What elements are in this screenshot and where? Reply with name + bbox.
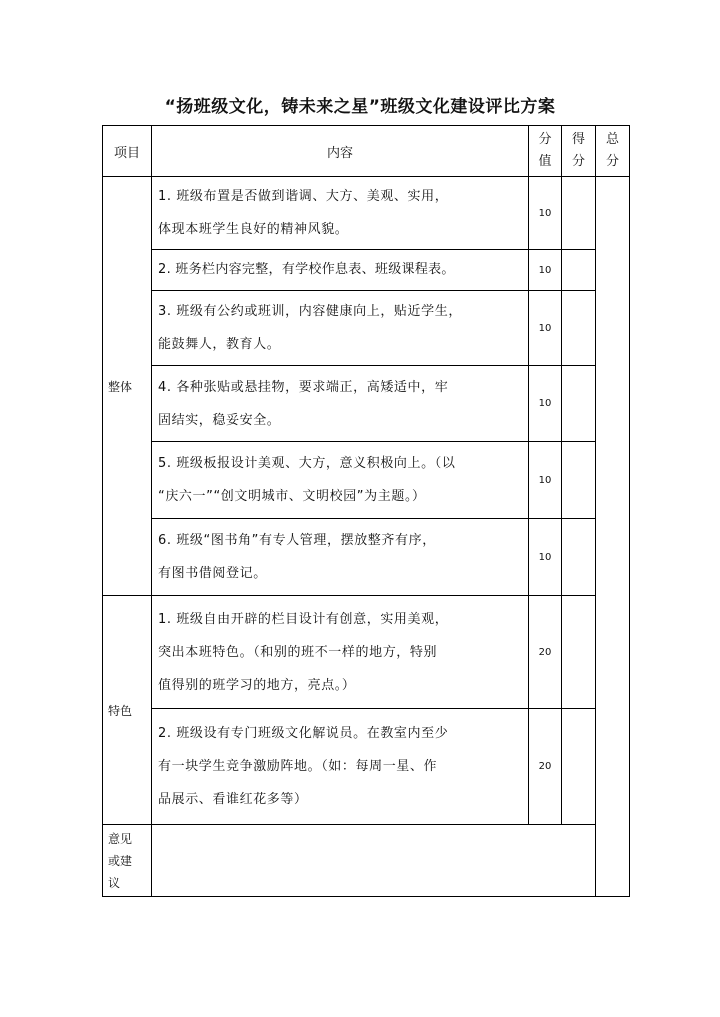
header-content: 内容 (152, 126, 529, 177)
table-row (103, 366, 630, 442)
page-title: “扬班级文化，铸未来之星”班级文化建设评比方案 (164, 97, 556, 117)
content-line: 能鼓舞人，教育人。 (158, 337, 281, 352)
category-opinion (103, 825, 152, 897)
header-item: 项目 (103, 126, 152, 177)
content-line: 有一块学生竞争激励阵地。（如：每周一星、作 (158, 759, 438, 774)
opinion-label-line: 议 (108, 875, 121, 890)
opinion-label-line: 意见 (108, 831, 133, 846)
header-total (596, 126, 630, 177)
row-content (152, 177, 529, 250)
table-row (103, 291, 630, 366)
content-line: “庆六一”“创文明城市、文明校园”为主题。） (158, 489, 426, 504)
content-line: 2. 班务栏内容完整，有学校作息表、班级课程表。 (158, 262, 455, 277)
category-overall: 整体 (103, 177, 152, 596)
header-total-top: 总 (605, 132, 619, 147)
row-content (152, 291, 529, 366)
row-content (152, 519, 529, 596)
content-line: 1. 班级布置是否做到谐调、大方、美观、实用， (158, 189, 449, 204)
content-line: 2. 班级设有专门班级文化解说员。在教室内至少 (158, 726, 449, 741)
score-got-cell[interactable] (562, 366, 596, 442)
score-got-cell[interactable] (562, 519, 596, 596)
score-got-cell[interactable] (562, 250, 596, 291)
content-line: 固结实，稳妥安全。 (158, 412, 281, 428)
table-row (103, 709, 630, 825)
row-content (152, 442, 529, 519)
row-content (152, 709, 529, 825)
score-value: 10 (529, 442, 562, 519)
score-value: 10 (529, 519, 562, 596)
header-got-bottom: 分 (571, 154, 585, 169)
score-value: 20 (529, 709, 562, 825)
content-line: 值得别的班学习的地方，亮点。） (158, 677, 356, 693)
table-row (103, 177, 630, 250)
header-total-bottom: 分 (605, 154, 619, 169)
header-score-top: 分 (538, 132, 552, 147)
category-feature: 特色 (103, 596, 152, 825)
content-line: 有图书借阅登记。 (158, 566, 267, 581)
content-line: 品展示、看谁红花多等） (158, 792, 308, 807)
table-row (103, 519, 630, 596)
score-value: 10 (529, 291, 562, 366)
content-line: 3. 班级有公约或班训，内容健康向上，贴近学生， (158, 304, 462, 319)
score-value: 20 (529, 596, 562, 709)
row-content (152, 366, 529, 442)
score-value: 10 (529, 366, 562, 442)
table-row (103, 596, 630, 709)
content-line: 5. 班级板报设计美观、大方，意义积极向上。（以 (158, 456, 456, 471)
score-got-cell[interactable] (562, 709, 596, 825)
header-score (529, 126, 562, 177)
score-got-cell[interactable] (562, 177, 596, 250)
table-header-row (103, 126, 630, 177)
score-value: 10 (529, 250, 562, 291)
score-got-cell[interactable] (562, 442, 596, 519)
evaluation-table (102, 125, 630, 897)
row-content (152, 250, 529, 291)
row-content (152, 596, 529, 709)
content-line: 突出本班特色。（和别的班不一样的地方，特别 (158, 644, 438, 660)
score-value: 10 (529, 177, 562, 250)
table-row (103, 825, 630, 897)
content-line: 6. 班级“图书角”有专人管理，摆放整齐有序， (158, 533, 436, 548)
header-score-bottom: 值 (538, 154, 552, 169)
opinion-label-line: 或建 (108, 853, 133, 868)
score-got-cell[interactable] (562, 596, 596, 709)
content-line: 1. 班级自由开辟的栏目设计有创意，实用美观， (158, 611, 449, 627)
table-row (103, 442, 630, 519)
header-got-top: 得 (571, 132, 585, 147)
score-got-cell[interactable] (562, 291, 596, 366)
header-got (562, 126, 596, 177)
total-score-cell[interactable] (596, 177, 630, 897)
content-line: 体现本班学生良好的精神风貌。 (158, 222, 349, 237)
content-line: 4. 各种张贴或悬挂物，要求端正，高矮适中，牢 (158, 379, 449, 395)
opinion-input-cell[interactable] (152, 825, 596, 897)
table-row (103, 250, 630, 291)
